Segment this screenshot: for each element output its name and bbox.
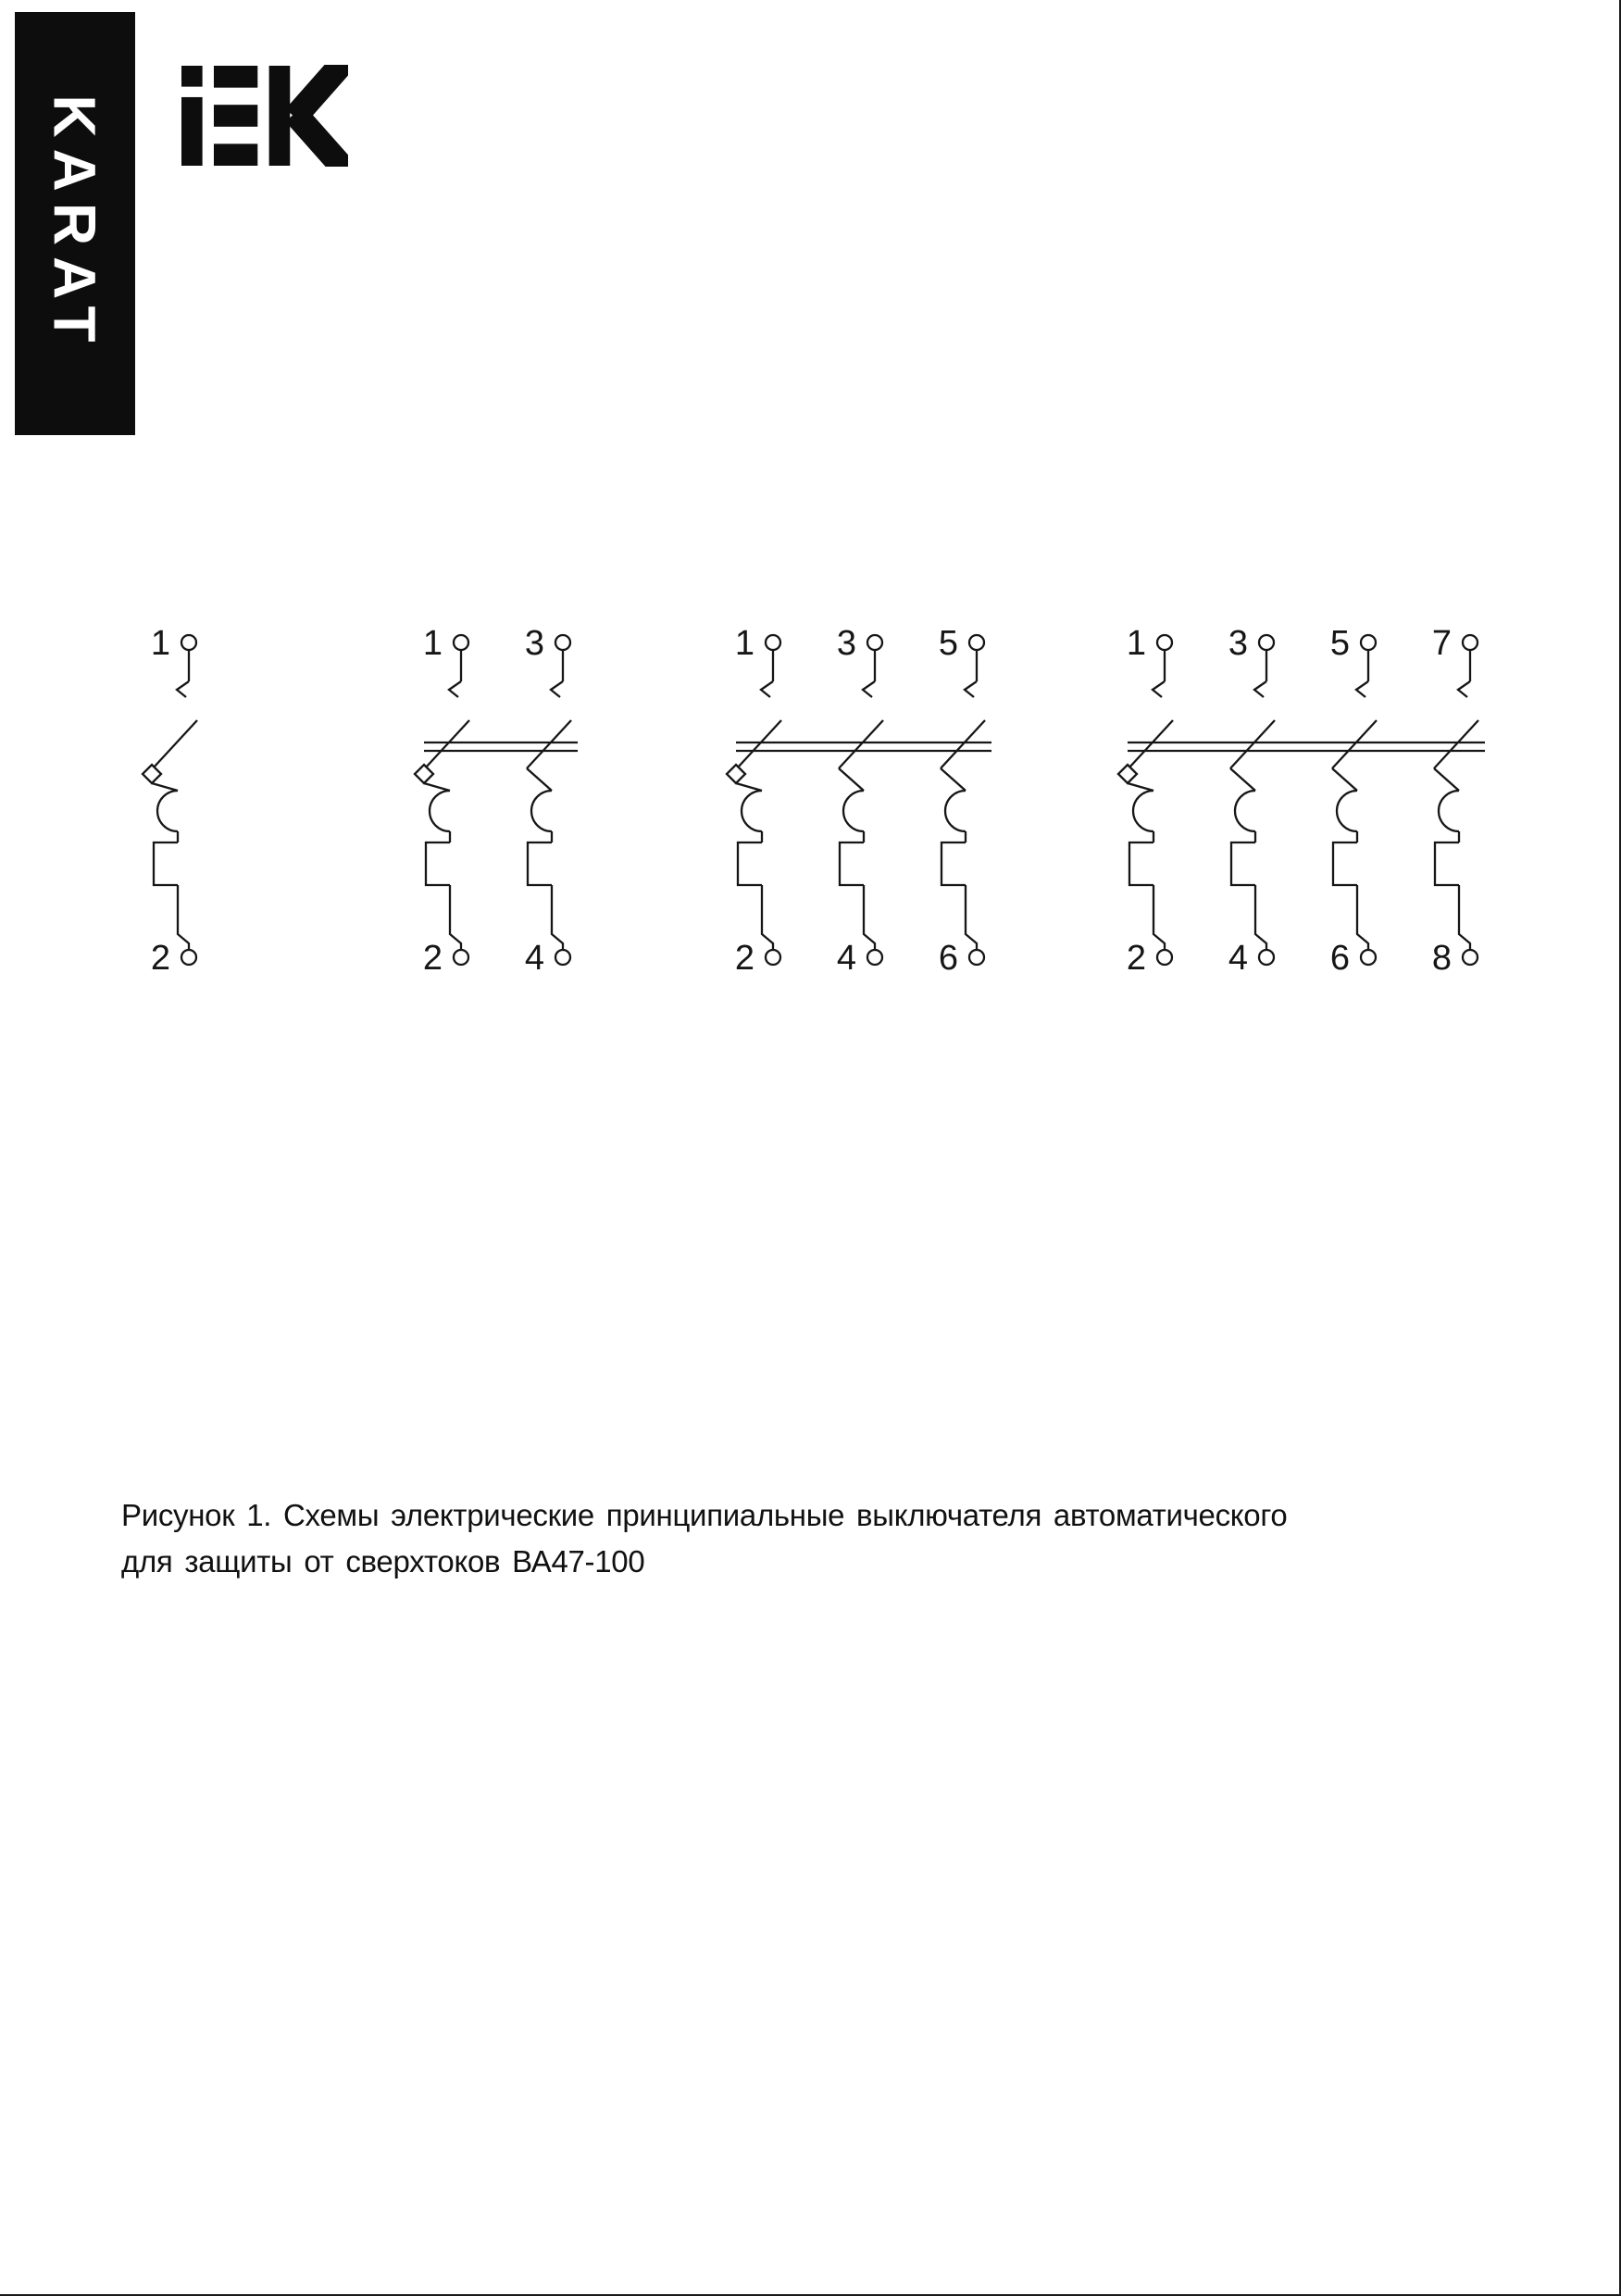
figure-caption-line2: для защиты от сверхтоков ВА47-100 [121, 1544, 645, 1578]
contact-blade [1434, 720, 1478, 768]
iek-logo-e-bar [214, 66, 257, 88]
breaker-schematic-svg [396, 615, 628, 985]
contact-blade [941, 720, 985, 768]
mechanism-diamond [1118, 765, 1137, 783]
contact-blade [153, 720, 197, 768]
terminal-bottom [1157, 950, 1172, 965]
contact-blade [839, 720, 883, 768]
iek-logo-k-arm [294, 113, 347, 167]
release-mark [761, 681, 773, 697]
terminal-label-bottom: 2 [1126, 939, 1146, 978]
thermal-release [157, 791, 178, 831]
breaker-pole [1434, 635, 1478, 965]
iek-logo-i-stem [181, 97, 203, 166]
terminal-top [969, 635, 984, 650]
magnetic-release [1231, 842, 1255, 885]
schematic-1-pole-breaker [124, 615, 254, 985]
terminal-label-bottom: 6 [938, 939, 958, 978]
iek-logo [181, 65, 348, 167]
release-mark [449, 681, 461, 697]
terminal-label-top: 3 [836, 624, 856, 663]
breaker-pole [143, 635, 197, 965]
terminal-label-top: 1 [734, 624, 754, 663]
terminal-label-bottom: 2 [150, 939, 170, 978]
terminal-top [1259, 635, 1274, 650]
breaker-pole [941, 635, 985, 965]
terminal-top [1463, 635, 1478, 650]
terminal-bottom [1361, 950, 1376, 965]
karat-series-banner [15, 12, 135, 435]
contact-blade [737, 720, 781, 768]
terminal-label-bottom: 8 [1431, 939, 1452, 978]
terminal-bottom [1259, 950, 1274, 965]
release-mark [965, 681, 977, 697]
thermal-release [1235, 791, 1255, 831]
magnetic-release [941, 842, 966, 885]
magnetic-release [1333, 842, 1357, 885]
terminal-top [555, 635, 570, 650]
release-mark [551, 681, 563, 697]
terminal-bottom [555, 950, 570, 965]
thermal-release [531, 791, 552, 831]
schematic-3-pole-breaker [708, 615, 1041, 985]
terminal-label-bottom: 6 [1329, 939, 1350, 978]
breaker-pole [415, 635, 469, 965]
thermal-release [1133, 791, 1153, 831]
schematic-4-pole-breaker [1100, 615, 1535, 985]
magnetic-release [426, 842, 450, 885]
magnetic-release [154, 842, 178, 885]
terminal-label-top: 1 [150, 624, 170, 663]
terminal-top [766, 635, 780, 650]
terminal-label-bottom: 4 [836, 939, 856, 978]
magnetic-release [528, 842, 552, 885]
terminal-top [867, 635, 882, 650]
magnetic-release [1129, 842, 1153, 885]
terminal-bottom [454, 950, 468, 965]
release-mark [863, 681, 875, 697]
contact-blade [1332, 720, 1377, 768]
terminal-label-top: 5 [938, 624, 958, 663]
terminal-top [454, 635, 468, 650]
thermal-release [1439, 791, 1459, 831]
magnetic-release [738, 842, 762, 885]
terminal-label-top: 1 [1126, 624, 1146, 663]
contact-blade [1230, 720, 1275, 768]
magnetic-release [1435, 842, 1459, 885]
terminal-label-bottom: 2 [422, 939, 443, 978]
terminal-top [1157, 635, 1172, 650]
contact-blade [425, 720, 469, 768]
breaker-pole [527, 635, 571, 965]
release-mark [1254, 681, 1266, 697]
mechanism-diamond [143, 765, 161, 783]
iek-logo-k-stem [269, 66, 291, 166]
terminal-label-bottom: 2 [734, 939, 754, 978]
figure-caption-line1: Рисунок 1. Схемы электрические принципиальные выключателя автоматического [121, 1498, 1288, 1532]
karat-series-label: KARAT [42, 94, 108, 354]
breaker-pole [1332, 635, 1377, 965]
contact-blade [527, 720, 571, 768]
contact-blade [1128, 720, 1173, 768]
mechanism-diamond [727, 765, 745, 783]
terminal-label-top: 3 [524, 624, 544, 663]
thermal-release [945, 791, 966, 831]
terminal-bottom [867, 950, 882, 965]
thermal-release [843, 791, 864, 831]
terminal-bottom [1463, 950, 1478, 965]
thermal-release [430, 791, 450, 831]
terminal-top [181, 635, 196, 650]
thermal-release [742, 791, 762, 831]
breaker-schematic-svg [1100, 615, 1535, 985]
release-mark [1153, 681, 1165, 697]
breaker-pole [1118, 635, 1173, 965]
iek-logo-e-bar [214, 105, 257, 127]
terminal-label-top: 7 [1431, 624, 1452, 663]
terminal-top [1361, 635, 1376, 650]
terminal-bottom [969, 950, 984, 965]
figure-caption [121, 1492, 1287, 1585]
terminal-label-bottom: 4 [524, 939, 544, 978]
terminal-label-top: 3 [1228, 624, 1248, 663]
terminal-bottom [766, 950, 780, 965]
release-mark [177, 681, 189, 697]
breaker-pole [1230, 635, 1275, 965]
terminal-label-bottom: 4 [1228, 939, 1248, 978]
breaker-schematic-svg [708, 615, 1041, 985]
release-mark [1458, 681, 1470, 697]
mechanism-diamond [415, 765, 433, 783]
schematic-2-pole-breaker [396, 615, 628, 985]
terminal-label-top: 5 [1329, 624, 1350, 663]
iek-logo-i-dot [181, 66, 203, 87]
terminal-label-top: 1 [422, 624, 443, 663]
magnetic-release [840, 842, 864, 885]
breaker-schematic-svg [124, 615, 254, 985]
release-mark [1356, 681, 1368, 697]
breaker-pole [727, 635, 781, 965]
thermal-release [1337, 791, 1357, 831]
breaker-pole [839, 635, 883, 965]
terminal-bottom [181, 950, 196, 965]
iek-logo-e-bar [214, 144, 257, 166]
